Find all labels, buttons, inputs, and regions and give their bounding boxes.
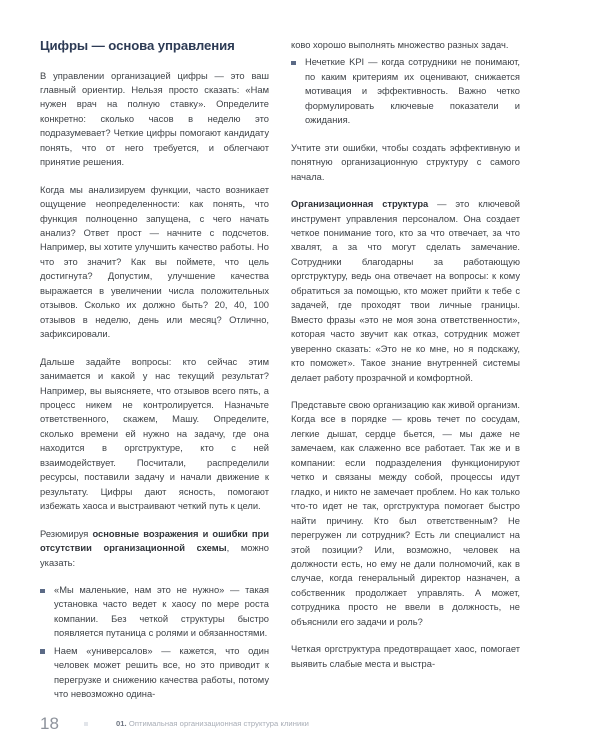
paragraph: Когда мы анализируем функции, часто возникает ощущение неопределенности: как понять, что функция полноценно запущена, с чего начать анализ? Ответ прост — начните с подсчетов. Например, вы хотите улучшить качество работы. Но что это значит? Как вы поймете, что цель достигнута? Допустим, улучшение качества выражается в увеличении числа положительных отзывов. Сколько их должно быть? 20, 40, 100 отзывов в неделю, день или месяц? Отлично, зафиксировали. — [40, 184, 269, 340]
chapter-label — [116, 720, 309, 728]
page-title: Цифры — основа управления — [40, 38, 235, 53]
definition-term: Организационная структура — [291, 199, 429, 210]
objections-list — [40, 583, 269, 702]
paragraph: Дальше задайте вопросы: кто сейчас этим занимается и какой у нас текущий результат? Например, вы выясняете, что отзывов всего пять, а процесс никем не контролируется. Назначьте ответственного, скажем, Машу. Определите, сколько времени ей нужно на задачу, где она находится в оргструктуре, кто с ней взаимодействует. Посчитали, распределили ресурсы, поставили задачу и начали движение к результату. Цифры дают ясность, помогают избежать хаоса и выстраивают четкий путь к цели. — [40, 356, 269, 512]
lead-in-suffix: , можно указать: — [40, 543, 269, 568]
list-lead-in — [40, 527, 269, 570]
objections-list-continued — [291, 55, 520, 127]
list-item — [40, 644, 269, 702]
list-item-text: Нечеткие KPI — когда сотрудники не понимают, по каким критериям их оценивают, снижается мотивация и эффективность. Важно четко формулировать ключевые показатели и ожидания. — [305, 57, 520, 126]
page-number: 18 — [40, 714, 59, 733]
square-bullet-icon — [291, 61, 296, 66]
paragraph: Четкая оргструктура предотвращает хаос, помогает выявить слабые места и выстра- — [291, 644, 520, 669]
lead-in-prefix: Резюмируя — [40, 528, 93, 539]
definition-body: — это ключевой инструмент управления персоналом. Она создает четкое понимание того, кто за что отвечает, за что хвалят, а за что могут сделать замечание. Сотрудники благодарны за работающую оргструктуру, ведь она отвечает на вопросы: к кому обратиться за помощью, кто может прийти к тебе с задачей, где проходят твои личные границы. Вместо фразы «это не моя зона ответственности», которая часто звучит как отказ, сотрудник может уверенно сказать: «Это не ко мне, но я подскажу, кто поможет». Такое знание внутренней системы делает работу прозрачной и комфортной. — [291, 199, 520, 383]
list-item — [40, 583, 269, 641]
square-bullet-icon — [40, 589, 45, 594]
paragraph: Учтите эти ошибки, чтобы создать эффективную и понятную организационную структуру с самого начала. — [291, 142, 520, 182]
list-item — [291, 55, 520, 127]
left-column — [40, 38, 269, 702]
lead-in-emphasis: основные возражения и ошибки при отсутствии организационной схемы — [40, 528, 269, 554]
list-item-text: «Мы маленькие, нам это не нужно» — такая установка часто ведет к хаосу по мере роста компании. Без четкой структуры быстро появляется путаница с ролями и обязанностями. — [54, 585, 269, 639]
two-column-layout — [40, 38, 560, 702]
square-bullet-icon — [40, 649, 45, 654]
right-column — [291, 38, 520, 671]
footer-separator-icon — [84, 722, 88, 726]
chapter-number: 01. — [116, 718, 127, 728]
definition-paragraph — [291, 197, 520, 385]
chapter-title: Оптимальная организационная структура клиники — [126, 718, 309, 728]
page-footer — [40, 715, 560, 732]
list-item-text: Наем «универсалов» — кажется, что один человек может решить все, но это приводит к перегрузке и снижению качества работы, потому что невозможно одина- — [54, 645, 269, 700]
paragraph: В управлении организацией цифры — это ваш главный ориентир. Нельзя просто сказать: «Нам нужен врач на полную ставку». Определите конкретно: сколько часов в неделю это подразумевает? Четкие цифры помогают кандидату понять, что от него требуется, и облегчают принятие решения. — [40, 70, 269, 168]
list-item-continuation: ково хорошо выполнять множество разных задач. — [291, 40, 509, 50]
paragraph: Представьте свою организацию как живой организм. Когда все в порядке — кровь течет по сосудам, легкие дышат, сердце бьется, — мы даже не замечаем, как слаженно все работает. Так же и в компании: если подразделения функционируют четко и связаны между собой, процессы идут гладко, и никто не замечает проблем. Но как только что-то идет не так, оргструктура помогает быстро найти причину. Кто был ответственным? Не перегружен ли сотрудник? Есть ли специалист на этой позиции? Или, возможно, человек на должности есть, но ему не дали полномочий, как в случае, когда генеральный директор назначен, а собственник продолжает управлять. А может, сотрудника просто не ввели в должность, не объяснили его задачи и роль? — [291, 399, 520, 627]
